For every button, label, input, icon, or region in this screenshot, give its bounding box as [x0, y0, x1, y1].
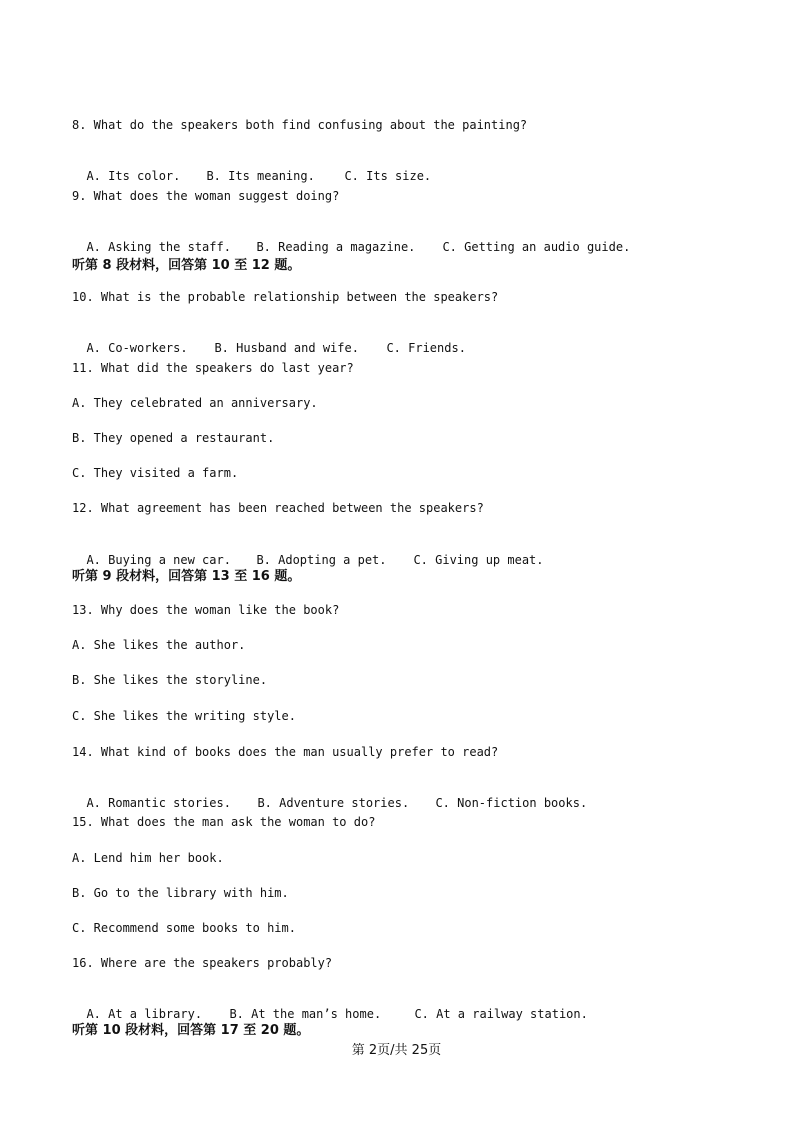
question-16-options [72, 990, 588, 1022]
question-9-stem: 9. What does the woman suggest doing? [72, 189, 340, 203]
option-a: A. Its color. [86, 169, 181, 183]
option-c: C. Non-fiction books. [435, 796, 588, 810]
option-c: C. At a railway station. [414, 1007, 588, 1021]
question-11-stem: 11. What did the speakers do last year? [72, 361, 354, 375]
question-16-stem: 16. Where are the speakers probably? [72, 956, 333, 970]
option-a: A. Asking the staff. [86, 240, 231, 254]
option-c: C. Getting an audio guide. [442, 240, 631, 254]
question-8-options [72, 152, 431, 184]
option-b: B. Reading a magazine. [256, 240, 416, 254]
question-14-options [72, 779, 587, 811]
section-heading: 听第 8 段材料，回答第 10 至 12 题。 [72, 258, 301, 273]
question-15-stem: 15. What does the man ask the woman to do? [72, 815, 376, 829]
question-12-stem: 12. What agreement has been reached between the speakers? [72, 501, 484, 515]
option-a: A. Buying a new car. [86, 553, 231, 567]
question-15-option-c: C. Recommend some books to him. [72, 921, 296, 935]
question-13-option-b: B. She likes the storyline. [72, 673, 268, 687]
question-13-stem: 13. Why does the woman like the book? [72, 603, 340, 617]
question-15-option-a: A. Lend him her book. [72, 851, 224, 865]
question-8-stem: 8. What do the speakers both find confusing about the painting? [72, 118, 528, 132]
option-c: C. Friends. [386, 341, 466, 355]
question-13-option-a: A. She likes the author. [72, 638, 246, 652]
option-b: B. Its meaning. [206, 169, 315, 183]
option-b: B. Adopting a pet. [256, 553, 387, 567]
question-11-option-a: A. They celebrated an anniversary. [72, 396, 318, 410]
option-b: B. Adventure stories. [257, 796, 410, 810]
question-13-option-c: C. She likes the writing style. [72, 709, 296, 723]
question-11-option-b: B. They opened a restaurant. [72, 431, 275, 445]
option-a: A. Co-workers. [86, 341, 188, 355]
question-11-option-c: C. They visited a farm. [72, 466, 239, 480]
option-c: C. Giving up meat. [413, 553, 544, 567]
option-b: B. At the man’s home. [229, 1007, 382, 1021]
option-a: A. At a library. [86, 1007, 203, 1021]
question-12-options [72, 536, 544, 568]
option-b: B. Husband and wife. [214, 341, 359, 355]
question-10-stem: 10. What is the probable relationship between the speakers? [72, 290, 499, 304]
section-heading: 听第 9 段材料，回答第 13 至 16 题。 [72, 569, 301, 584]
question-9-options [72, 223, 630, 255]
option-a: A. Romantic stories. [86, 796, 231, 810]
section-heading: 听第 10 段材料，回答第 17 至 20 题。 [72, 1023, 310, 1038]
option-c: C. Its size. [344, 169, 432, 183]
question-14-stem: 14. What kind of books does the man usually prefer to read? [72, 745, 499, 759]
page-number: 第 2页/共 25页 [351, 1043, 442, 1058]
question-15-option-b: B. Go to the library with him. [72, 886, 289, 900]
question-10-options [72, 324, 466, 356]
